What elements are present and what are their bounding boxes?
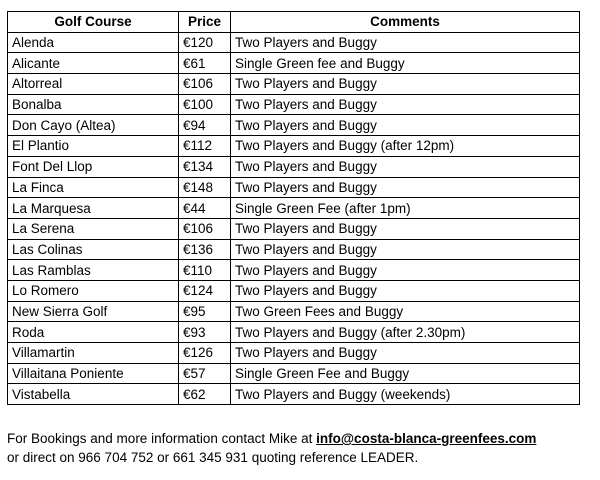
cell-golf-course: La Marquesa bbox=[8, 198, 179, 219]
cell-golf-course: Villaitana Poniente bbox=[8, 363, 179, 384]
header-golf-course: Golf Course bbox=[8, 12, 179, 33]
cell-comments: Two Players and Buggy bbox=[231, 156, 580, 177]
cell-price: €120 bbox=[179, 32, 231, 53]
cell-golf-course: La Serena bbox=[8, 218, 179, 239]
cell-comments: Two Players and Buggy bbox=[231, 177, 580, 198]
table-row bbox=[8, 74, 580, 95]
cell-golf-course: New Sierra Golf bbox=[8, 301, 179, 322]
cell-price: €44 bbox=[179, 198, 231, 219]
cell-comments: Two Players and Buggy bbox=[231, 74, 580, 95]
cell-comments: Two Green Fees and Buggy bbox=[231, 301, 580, 322]
header-comments: Comments bbox=[231, 12, 580, 33]
table-row bbox=[8, 301, 580, 322]
table-row bbox=[8, 218, 580, 239]
cell-comments: Two Players and Buggy (weekends) bbox=[231, 384, 580, 405]
cell-price: €95 bbox=[179, 301, 231, 322]
cell-comments: Two Players and Buggy bbox=[231, 115, 580, 136]
table-header-row bbox=[8, 12, 580, 33]
cell-golf-course: Vistabella bbox=[8, 384, 179, 405]
email-link[interactable]: info@costa-blanca-greenfees.com bbox=[316, 431, 537, 446]
table-row bbox=[8, 260, 580, 281]
table-row bbox=[8, 136, 580, 157]
cell-price: €106 bbox=[179, 218, 231, 239]
cell-comments: Two Players and Buggy (after 2.30pm) bbox=[231, 322, 580, 343]
golf-price-table bbox=[7, 11, 580, 405]
table-row bbox=[8, 115, 580, 136]
cell-price: €124 bbox=[179, 280, 231, 301]
cell-comments: Two Players and Buggy bbox=[231, 343, 580, 364]
cell-golf-course: Villamartin bbox=[8, 343, 179, 364]
cell-golf-course: Las Ramblas bbox=[8, 260, 179, 281]
cell-comments: Single Green Fee and Buggy bbox=[231, 363, 580, 384]
cell-golf-course: Altorreal bbox=[8, 74, 179, 95]
cell-price: €61 bbox=[179, 53, 231, 74]
cell-golf-course: Lo Romero bbox=[8, 280, 179, 301]
cell-comments: Two Players and Buggy bbox=[231, 94, 580, 115]
table-row bbox=[8, 177, 580, 198]
cell-price: €62 bbox=[179, 384, 231, 405]
table-row bbox=[8, 94, 580, 115]
cell-price: €136 bbox=[179, 239, 231, 260]
booking-contact-text: For Bookings and more information contact Mike at bbox=[7, 431, 317, 446]
booking-info bbox=[7, 429, 597, 467]
cell-price: €148 bbox=[179, 177, 231, 198]
cell-price: €57 bbox=[179, 363, 231, 384]
cell-comments: Single Green fee and Buggy bbox=[231, 53, 580, 74]
cell-comments: Two Players and Buggy (after 12pm) bbox=[231, 136, 580, 157]
cell-price: €94 bbox=[179, 115, 231, 136]
cell-price: €134 bbox=[179, 156, 231, 177]
table-row bbox=[8, 53, 580, 74]
cell-golf-course: La Finca bbox=[8, 177, 179, 198]
cell-comments: Two Players and Buggy bbox=[231, 218, 580, 239]
cell-price: €100 bbox=[179, 94, 231, 115]
cell-golf-course: Don Cayo (Altea) bbox=[8, 115, 179, 136]
cell-price: €126 bbox=[179, 343, 231, 364]
cell-golf-course: Roda bbox=[8, 322, 179, 343]
cell-price: €110 bbox=[179, 260, 231, 281]
cell-golf-course: El Plantio bbox=[8, 136, 179, 157]
cell-price: €112 bbox=[179, 136, 231, 157]
cell-price: €93 bbox=[179, 322, 231, 343]
cell-price: €106 bbox=[179, 74, 231, 95]
table-body bbox=[8, 32, 580, 404]
cell-golf-course: Alicante bbox=[8, 53, 179, 74]
table-row bbox=[8, 384, 580, 405]
cell-comments: Two Players and Buggy bbox=[231, 239, 580, 260]
booking-line-1 bbox=[7, 429, 597, 448]
cell-golf-course: Bonalba bbox=[8, 94, 179, 115]
cell-comments: Single Green Fee (after 1pm) bbox=[231, 198, 580, 219]
cell-golf-course: Las Colinas bbox=[8, 239, 179, 260]
cell-comments: Two Players and Buggy bbox=[231, 260, 580, 281]
table-row bbox=[8, 322, 580, 343]
table-row bbox=[8, 363, 580, 384]
cell-golf-course: Font Del Llop bbox=[8, 156, 179, 177]
table-row bbox=[8, 343, 580, 364]
table-row bbox=[8, 156, 580, 177]
cell-comments: Two Players and Buggy bbox=[231, 280, 580, 301]
booking-line-2: or direct on 966 704 752 or 661 345 931 quoting reference LEADER. bbox=[7, 450, 419, 465]
table-row bbox=[8, 239, 580, 260]
table-row bbox=[8, 198, 580, 219]
cell-golf-course: Alenda bbox=[8, 32, 179, 53]
table-row bbox=[8, 32, 580, 53]
table-row bbox=[8, 280, 580, 301]
cell-comments: Two Players and Buggy bbox=[231, 32, 580, 53]
header-price: Price bbox=[179, 12, 231, 33]
